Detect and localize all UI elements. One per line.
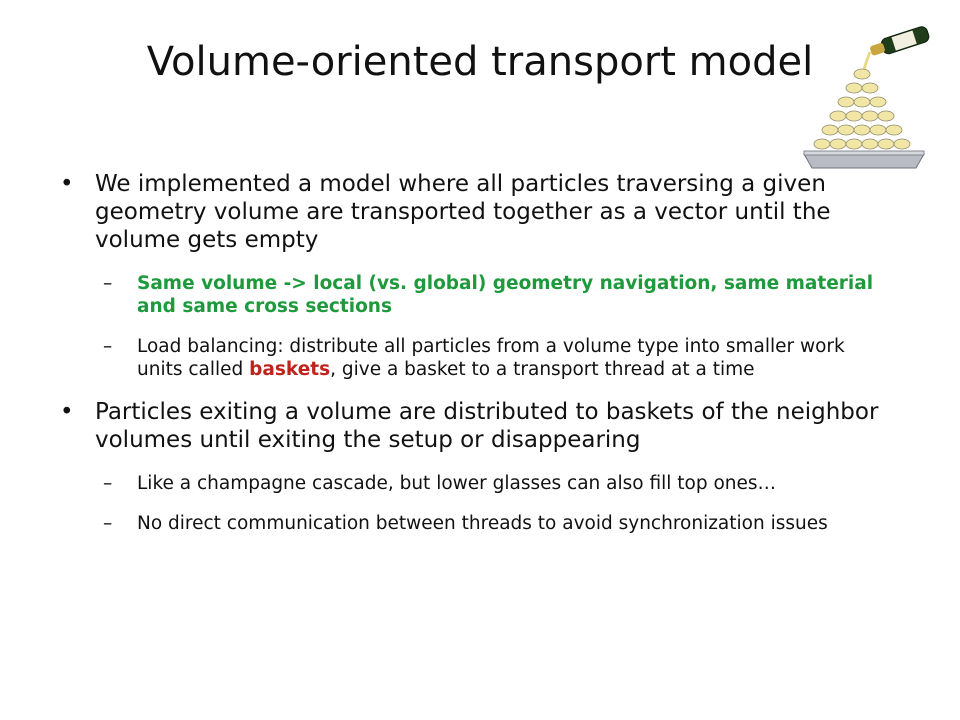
sub-bullet-text-highlight: Same volume -> local (vs. global) geometry navigation, same material and same cross sections (137, 273, 874, 317)
sub-bullet-text: Like a champagne cascade, but lower glasses can also fill top ones… (137, 473, 777, 494)
sub-bullet-item (58, 272, 888, 318)
sub-bullet-item (58, 512, 888, 535)
content-body (58, 170, 888, 552)
sub-bullet-text: No direct communication between threads to avoid synchronization issues (137, 513, 828, 534)
bullet-marker: • (60, 171, 74, 197)
champagne-tower-icon (790, 22, 938, 172)
bullet-text: Particles exiting a volume are distributed to baskets of the neighbor volumes until exiting the setup or disappearing (95, 399, 879, 453)
bullet-item (58, 170, 888, 254)
sub-bullet-text: , give a basket to a transport thread at a time (330, 359, 755, 380)
sub-bullet-item (58, 335, 888, 381)
sub-bullet-marker: – (103, 473, 113, 494)
sub-bullet-marker: – (103, 273, 113, 294)
bullet-text: We implemented a model where all particles traversing a given geometry volume are transported together as a vector until the volume gets empty (95, 171, 831, 253)
baskets-keyword: baskets (249, 359, 331, 380)
sub-bullet-marker: – (103, 513, 113, 534)
sub-bullet-text: Load balancing: distribute all particles from a volume type into smaller work units called (137, 336, 845, 380)
sub-bullet-item (58, 472, 888, 495)
bullet-item (58, 398, 888, 454)
slide-title: Volume-oriented transport model (146, 39, 814, 85)
sub-bullet-marker: – (103, 336, 113, 357)
bullet-marker: • (60, 399, 74, 425)
